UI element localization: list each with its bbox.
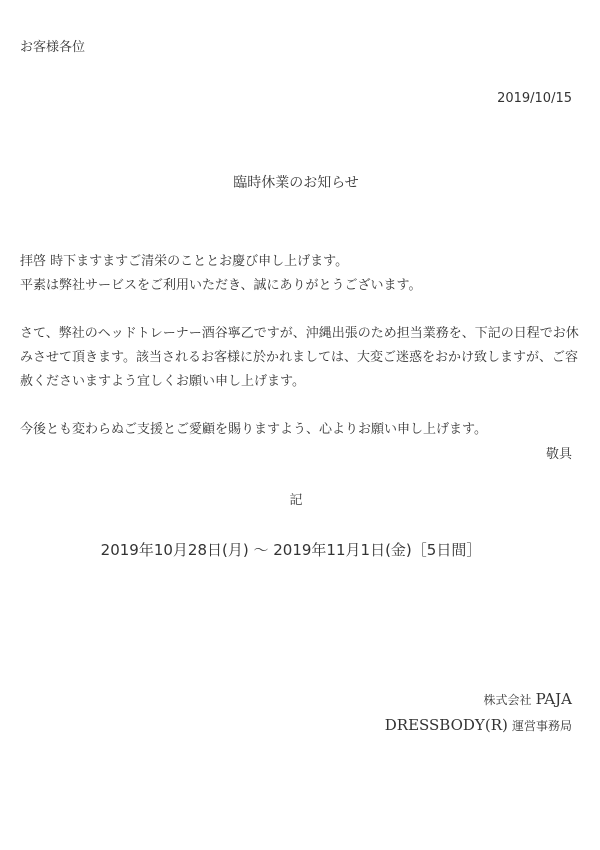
office-brand: DRESSBODY(R) — [384, 716, 508, 734]
closing-word: 敬具 — [545, 447, 572, 462]
notice-body — [20, 250, 580, 442]
office-suffix: 運営事務局 — [511, 719, 572, 733]
greeting-line-2: 平素は弊社サービスをご利用いただき、誠にありがとうございます。 — [20, 278, 422, 293]
notice-date: 2019/10/15 — [497, 91, 572, 106]
office-signature — [385, 716, 572, 734]
company-signature — [483, 690, 572, 708]
ki-heading: 記 — [289, 493, 303, 508]
company-prefix: 株式会社 — [483, 693, 532, 707]
closing-request-line: 今後とも変わらぬご支援とご愛顧を賜りますよう、心よりお願い申し上げます。 — [20, 422, 487, 437]
company-name: PAJA — [535, 690, 572, 708]
notice-title: 臨時休業のお知らせ — [233, 175, 359, 191]
addressee: お客様各位 — [20, 40, 86, 55]
announcement-paragraph: さて、弊社のヘッドトレーナー酒谷寧乙ですが、沖縄出張のため担当業務を、下記の日程でお休みさせて頂きます。該当されるお客様に於かれましては、大変ご迷惑をおかけ致しますが、ご容赦くださいますよう宜しくお願い申し上げます。 — [20, 326, 579, 389]
closure-period: 2019年10月28日(月) 〜 2019年11月1日(金)［5日間］ — [100, 541, 482, 559]
greeting-line-1: 拝啓 時下ますますご清栄のこととお慶び申し上げます。 — [20, 254, 349, 269]
